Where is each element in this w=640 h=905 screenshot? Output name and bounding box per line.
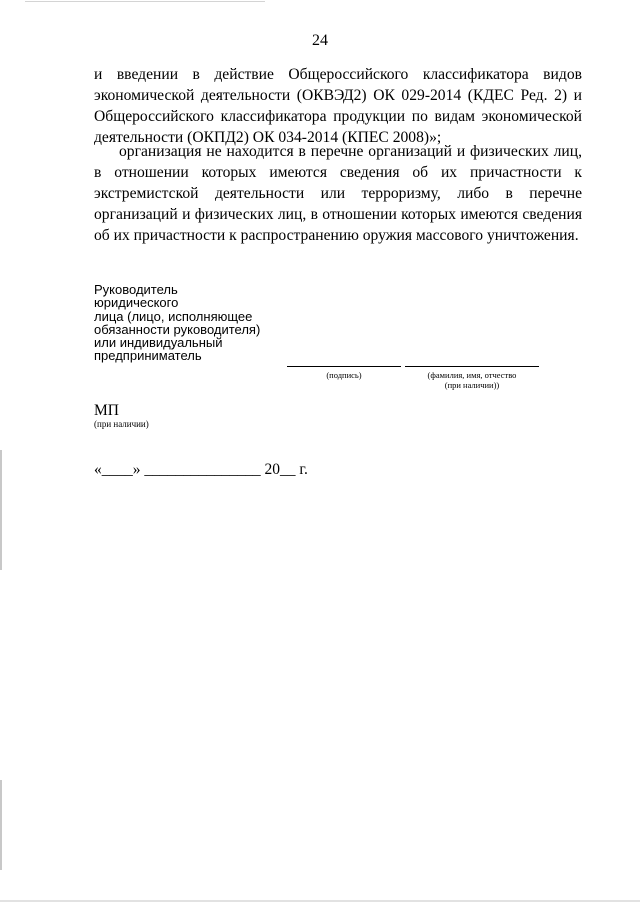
full-name-caption (405, 370, 539, 390)
head-label-line: предприниматель (94, 348, 202, 364)
signature-caption: (подпись) (326, 370, 362, 380)
scan-edge-artifact (0, 780, 2, 870)
date-line: «____» _______________ 20__ г. (94, 461, 308, 478)
head-label-line: или индивидуальный (94, 335, 223, 351)
stamp-label: МП (94, 402, 119, 419)
stamp-note: (при наличии) (94, 419, 149, 429)
full-name-caption-line: (фамилия, имя, отчество (427, 370, 517, 380)
head-label-line: обязанности руководителя) (94, 321, 261, 337)
head-label-line: юридического (94, 295, 179, 311)
full-name-line (405, 366, 539, 367)
head-of-entity-label (94, 283, 260, 363)
body-paragraph-1: и введении в действие Общероссийского классификатора видов экономической деятельности (ОКВЭД2) ОК 029-2014 (КДЕС Ред. 2) и Общероссийского классификатора продукции по видам экономической деятельности (ОКПД2) ОК 034-2014 (КПЕС 2008)»; (94, 66, 582, 146)
full-name-caption-line: (при наличии)) (444, 380, 500, 390)
scan-top-artifact (25, 1, 265, 2)
page-number: 24 (312, 32, 328, 49)
body-paragraph-2: организация не находится в перечне организаций и физических лиц, в отношении которых имеются сведения об их причастности к экстремистской деятельности или терроризму, либо в перечне организаций и физических лиц, в отношении которых имеются сведения об их причастности к распространению оружия массового уничтожения. (94, 143, 582, 244)
scan-bottom-artifact (0, 900, 640, 902)
head-label-line: лица (лицо, исполняющее (94, 308, 253, 324)
scan-edge-artifact (0, 450, 2, 570)
head-label-line: Руководитель (94, 282, 178, 297)
signature-line (287, 366, 401, 367)
